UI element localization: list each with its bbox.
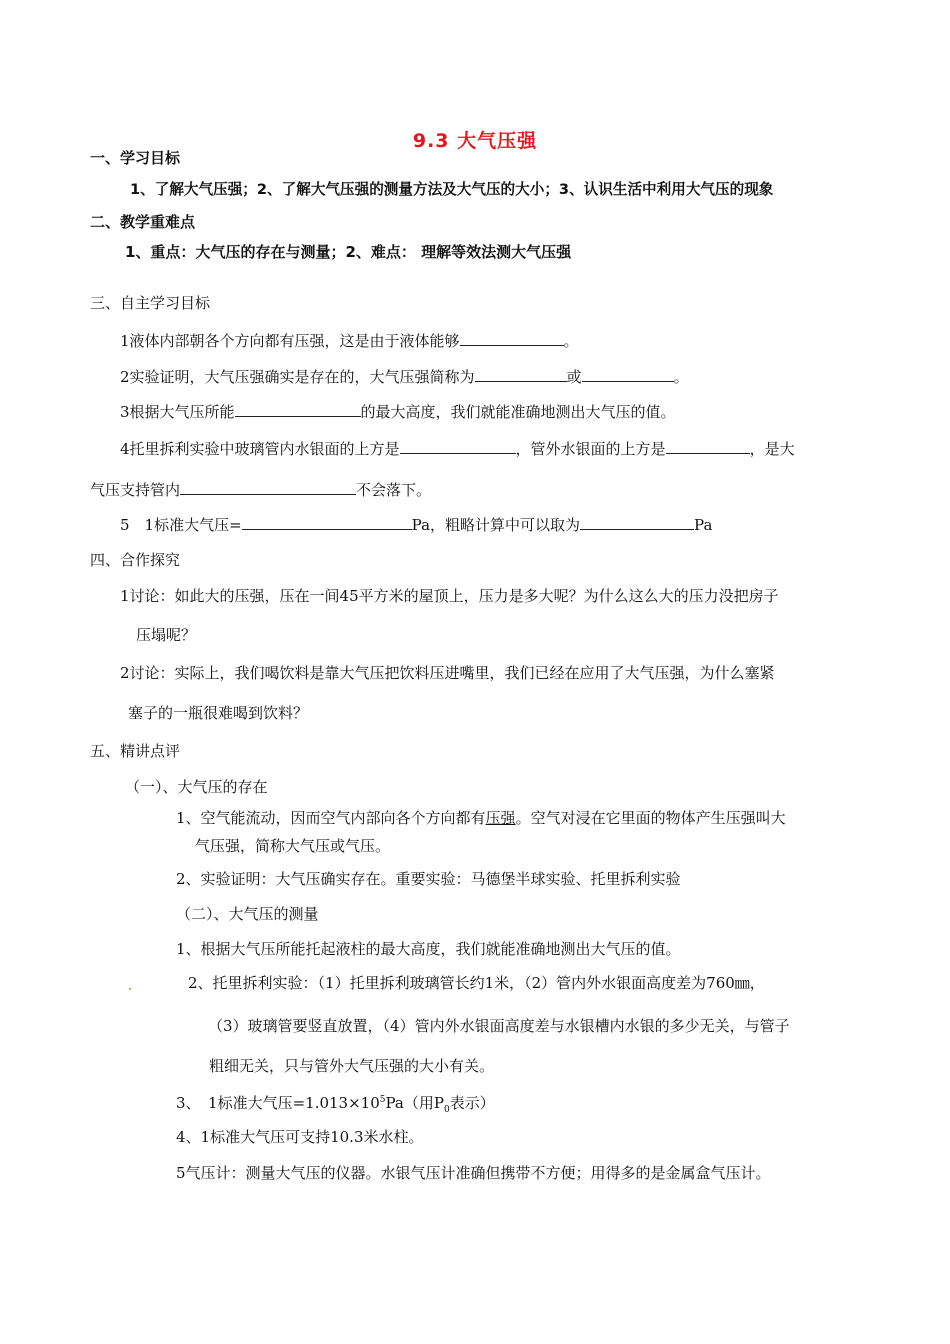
question-5-text: 5 1标准大气压=	[120, 516, 242, 534]
answer-blank[interactable]	[666, 438, 750, 454]
discussion-2-cont: 塞子的一瓶很难喝到饮料？	[128, 704, 309, 722]
answer-blank[interactable]	[460, 330, 564, 346]
section-heading-self-study: 三、自主学习目标	[90, 294, 211, 312]
answer-blank[interactable]	[582, 366, 674, 382]
question-5	[120, 514, 712, 535]
answer-blank[interactable]	[242, 514, 412, 530]
question-3-text: 3根据大气压所能	[120, 403, 235, 421]
key-points-text: 1、重点：大气压的存在与测量；2、难点： 理解等效法测大气压强	[125, 243, 572, 261]
point-1-cont: 气压强，简称大气压或气压。	[195, 837, 391, 855]
question-4-end: ，是大	[749, 440, 795, 458]
point-1-end: 。空气对浸在它里面的物体产生压强叫大	[515, 809, 786, 827]
point-1-underlined: 压强	[485, 809, 516, 827]
answer-blank[interactable]	[475, 366, 567, 382]
question-4-mid: ，管外水银面的上方是	[515, 440, 666, 458]
document-title: 9.3 大气压强	[412, 130, 538, 152]
point-2: 2、实验证明：大气压确实存在。重要实验：马德堡半球实验、托里拆利实验	[176, 870, 681, 888]
question-2-text: 2实验证明，大气压强确实是存在的，大气压强简称为	[120, 368, 475, 386]
objectives-text: 1、了解大气压强；2、了解大气压强的测量方法及大气压的大小；3、认识生活中利用大气压的现象	[130, 181, 774, 198]
measure-1: 1、根据大气压所能托起液柱的最大高度，我们就能准确地测出大气压的值。	[176, 940, 681, 958]
discussion-1: 1讨论：如此大的压强，压在一间45平方米的屋顶上，压力是多大呢？为什么这么大的压力没把房子	[120, 587, 779, 605]
question-1-end: 。	[563, 332, 579, 350]
measure-3-end: 表示）	[449, 1094, 495, 1112]
question-1	[120, 330, 579, 351]
discussion-1-cont: 压塌呢？	[136, 626, 197, 644]
section-heading-review: 五、精讲点评	[90, 742, 181, 760]
section-heading-cooperative: 四、合作探究	[90, 551, 181, 569]
question-4-cont	[90, 479, 431, 500]
measure-3-text: 3、 1标准大气压=1.013×10	[176, 1094, 380, 1112]
subsection-existence: （一）、大气压的存在	[125, 778, 268, 796]
answer-blank[interactable]	[180, 479, 356, 495]
measure-3	[176, 1093, 495, 1113]
question-5-mid: Pa，粗略计算中可以取为	[411, 516, 581, 534]
point-1	[176, 808, 786, 828]
subscript: 0	[443, 1105, 450, 1115]
answer-blank[interactable]	[235, 401, 361, 417]
question-4-line2-end: 不会落下。	[356, 481, 432, 499]
measure-2: 2、托里拆利实验：（1）托里拆利玻璃管长约1米，（2）管内外水银面高度差为760㎜，	[188, 974, 765, 992]
subsection-measurement: （二）、大气压的测量	[176, 905, 319, 923]
section-heading-key-points: 二、教学重难点	[90, 213, 196, 231]
exponent: 5	[379, 1095, 386, 1105]
answer-blank[interactable]	[400, 438, 516, 454]
measure-3-unit: Pa（用P	[385, 1094, 444, 1112]
question-4-line2-text: 气压支持管内	[90, 481, 181, 499]
question-2	[120, 366, 689, 387]
section-heading-objectives: 一、学习目标	[90, 149, 181, 167]
question-1-text: 1液体内部朝各个方向都有压强，这是由于液体能够	[120, 332, 460, 350]
measure-2-end: 粗细无关，只与管外大气压强的大小有关。	[209, 1057, 495, 1075]
measure-4: 4、1标准大气压可支持10.3米水柱。	[176, 1128, 424, 1146]
discussion-2: 2讨论：实际上，我们喝饮料是靠大气压把饮料压进嘴里，我们已经在应用了大气压强，为什么塞紧	[120, 664, 775, 682]
question-3-end: 的最大高度，我们就能准确地测出大气压的值。	[360, 403, 676, 421]
stray-dot-mark: .	[128, 979, 133, 993]
question-2-end: 。	[673, 368, 689, 386]
question-4	[120, 438, 795, 459]
measure-5: 5气压计：测量大气压的仪器。水银气压计准确但携带不方便；用得多的是金属盒气压计。	[176, 1164, 771, 1182]
question-3	[120, 401, 676, 422]
question-5-end: Pa	[694, 516, 713, 534]
measure-2-cont: （3）玻璃管要竖直放置，（4）管内外水银面高度差与水银槽内水银的多少无关，与管子	[208, 1017, 790, 1035]
question-4-text: 4托里拆利实验中玻璃管内水银面的上方是	[120, 440, 400, 458]
answer-blank[interactable]	[580, 514, 694, 530]
question-2-or: 或	[566, 368, 582, 386]
point-1-text: 1、空气能流动，因而空气内部向各个方向都有	[176, 809, 486, 827]
